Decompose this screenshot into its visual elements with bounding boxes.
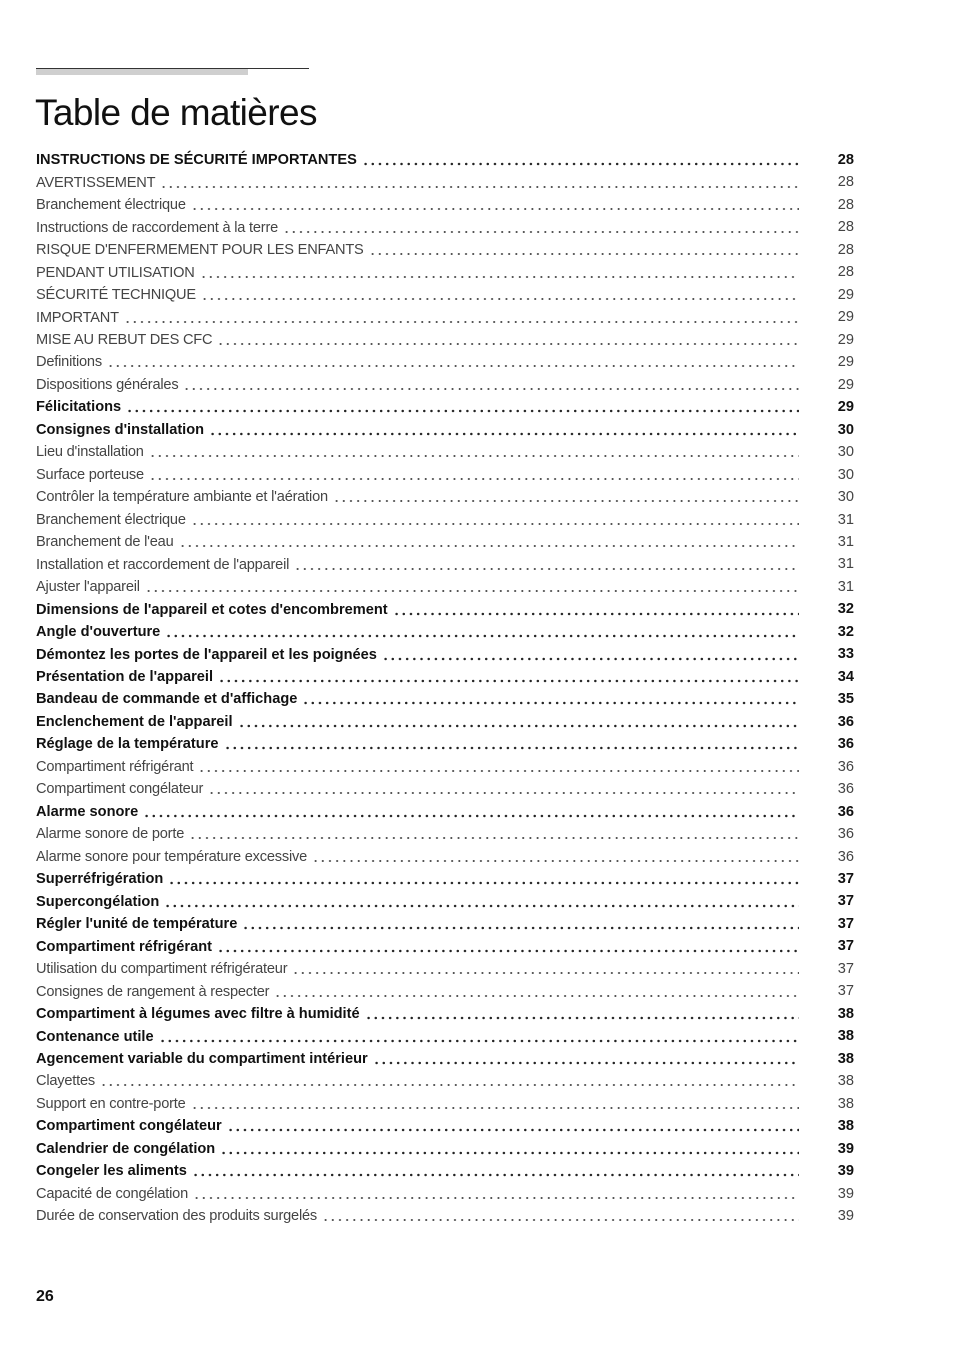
toc-leader-dots — [126, 401, 799, 413]
toc-entry[interactable] — [36, 801, 854, 823]
toc-leader-dots — [382, 649, 799, 661]
toc-entry[interactable] — [36, 1115, 854, 1137]
toc-leader-dots — [191, 1098, 799, 1110]
toc-entry[interactable] — [36, 464, 854, 486]
toc-entry-label: Capacité de congélation — [36, 1185, 188, 1202]
toc-entry[interactable] — [36, 711, 854, 733]
toc-entry-label: Calendrier de congélation — [36, 1140, 216, 1157]
toc-entry-page: 37 — [837, 871, 854, 887]
toc-entry[interactable] — [36, 733, 854, 755]
toc-entry[interactable] — [36, 441, 854, 463]
toc-leader-dots — [145, 581, 799, 593]
toc-entry-label: PENDANT UTILISATION — [36, 264, 195, 281]
toc-entry-page: 36 — [837, 803, 854, 820]
toc-entry-label: Supercongélation — [36, 893, 160, 910]
toc-entry-label: Alarme sonore de porte — [36, 826, 185, 843]
toc-entry-page: 38 — [837, 1028, 854, 1045]
toc-entry-label: RISQUE D'ENFERMEMENT POUR LES ENFANTS — [36, 242, 364, 259]
toc-entry-page: 38 — [837, 1118, 854, 1135]
toc-entry-page: 32 — [837, 623, 854, 640]
toc-leader-dots — [149, 446, 799, 458]
toc-entry-label: Contenance utile — [36, 1028, 154, 1045]
toc-leader-dots — [365, 1008, 799, 1020]
toc-entry-page: 39 — [837, 1140, 854, 1157]
toc-leader-dots — [362, 154, 799, 166]
toc-entry-label: Enclenchement de l'appareil — [36, 713, 233, 730]
toc-entry[interactable] — [36, 868, 854, 890]
toc-entry[interactable] — [36, 1070, 854, 1092]
toc-leader-dots — [100, 1075, 799, 1087]
toc-leader-dots — [217, 334, 799, 346]
toc-entry[interactable] — [36, 261, 854, 283]
toc-entry[interactable] — [36, 1138, 854, 1160]
toc-leader-dots — [124, 312, 799, 324]
toc-entry-label: Surface porteuse — [36, 466, 144, 483]
toc-entry[interactable] — [36, 621, 854, 643]
toc-entry[interactable] — [36, 553, 854, 575]
toc-leader-dots — [209, 424, 799, 436]
toc-entry[interactable] — [36, 980, 854, 1002]
toc-entry-page: 28 — [837, 219, 854, 236]
toc-entry-page: 29 — [837, 331, 854, 348]
toc-entry-page: 36 — [837, 758, 854, 775]
header-rule — [36, 68, 309, 76]
toc-entry[interactable] — [36, 1003, 854, 1025]
toc-leader-dots — [217, 941, 799, 953]
toc-leader-dots — [160, 177, 799, 189]
toc-entry[interactable] — [36, 1048, 854, 1070]
toc-entry-page: 29 — [837, 354, 854, 371]
toc-entry-page: 38 — [837, 1050, 854, 1067]
toc-entry[interactable] — [36, 666, 854, 688]
page-number: 26 — [36, 1288, 54, 1305]
toc-entry[interactable] — [36, 576, 854, 598]
toc-entry[interactable] — [36, 958, 854, 980]
toc-entry-page: 29 — [837, 399, 854, 416]
toc-entry-label: Consignes de rangement à respecter — [36, 983, 270, 1000]
toc-entry[interactable] — [36, 643, 854, 665]
toc-entry-page: 36 — [837, 713, 854, 730]
toc-entry-label: Branchement électrique — [36, 511, 186, 528]
toc-entry[interactable] — [36, 778, 854, 800]
toc-leader-dots — [220, 1143, 799, 1155]
toc-entry-page: 29 — [837, 309, 854, 326]
toc-leader-dots — [191, 514, 799, 526]
toc-entry-page: 36 — [837, 781, 854, 798]
toc-entry-label: Alarme sonore pour température excessive — [36, 848, 308, 865]
toc-leader-dots — [224, 738, 800, 750]
toc-entry-label: Utilisation du compartiment réfrigérateur — [36, 961, 288, 978]
toc-leader-dots — [292, 963, 799, 975]
toc-entry-page: 35 — [837, 691, 854, 708]
toc-entry-label: Dimensions de l'appareil et cotes d'encombrement — [36, 601, 388, 618]
toc-entry-label: Consignes d'installation — [36, 421, 205, 438]
toc-entry-label: Bandeau de commande et d'affichage — [36, 691, 298, 708]
toc-leader-dots — [192, 1165, 799, 1177]
toc-leader-dots — [369, 244, 799, 256]
toc-entry[interactable] — [36, 216, 854, 238]
toc-leader-dots — [201, 289, 799, 301]
toc-entry-page: 36 — [837, 848, 854, 865]
toc-leader-dots — [208, 783, 799, 795]
toc-leader-dots — [107, 356, 799, 368]
toc-entry[interactable] — [36, 1093, 854, 1115]
toc-leader-dots — [198, 761, 799, 773]
header-rule-line — [36, 68, 309, 69]
toc-entry-page: 37 — [837, 893, 854, 910]
toc-entry-page: 28 — [837, 241, 854, 258]
toc-entry[interactable] — [36, 1205, 854, 1227]
toc-entry[interactable] — [36, 171, 854, 193]
toc-entry[interactable] — [36, 329, 854, 351]
toc-leader-dots — [333, 491, 799, 503]
toc-entry-page: 31 — [837, 556, 854, 573]
toc-entry-label: Régler l'unité de température — [36, 916, 238, 933]
toc-leader-dots — [322, 1210, 799, 1222]
toc-entry-label: Branchement de l'eau — [36, 534, 174, 551]
toc-entry[interactable] — [36, 688, 854, 710]
toc-entry-label: SÉCURITÉ TECHNIQUE — [36, 287, 196, 304]
toc-leader-dots — [242, 918, 799, 930]
toc-leader-dots — [218, 671, 799, 683]
toc-entry-label: Ajuster l'appareil — [36, 579, 140, 596]
toc-entry[interactable] — [36, 509, 854, 531]
toc-entry-label: AVERTISSEMENT — [36, 174, 156, 191]
toc-entry-label: Branchement électrique — [36, 197, 186, 214]
toc-entry-page: 28 — [837, 196, 854, 213]
toc-entry[interactable] — [36, 351, 854, 373]
toc-entry-label: Durée de conservation des produits surgelés — [36, 1208, 318, 1225]
toc-entry-label: Definitions — [36, 354, 102, 371]
toc-leader-dots — [159, 1031, 799, 1043]
toc-entry-page: 36 — [837, 736, 854, 753]
toc-leader-dots — [294, 559, 799, 571]
toc-entry-label: Support en contre-porte — [36, 1095, 186, 1112]
toc-entry[interactable] — [36, 935, 854, 957]
toc-leader-dots — [183, 379, 799, 391]
toc-entry-label: Compartiment congélateur — [36, 1118, 222, 1135]
toc-leader-dots — [373, 1053, 799, 1065]
toc-entry-page: 38 — [837, 1095, 854, 1112]
toc-entry-label: Compartiment à légumes avec filtre à humidité — [36, 1006, 360, 1023]
toc-leader-dots — [164, 896, 799, 908]
toc-entry-label: Compartiment congélateur — [36, 781, 204, 798]
header-rule-bar — [36, 68, 248, 75]
toc-entry[interactable] — [36, 1025, 854, 1047]
toc-entry-page: 29 — [837, 376, 854, 393]
toc-entry[interactable] — [36, 486, 854, 508]
page-title: Table de matières — [35, 92, 317, 133]
toc-leader-dots — [283, 222, 799, 234]
toc-entry-label: Instructions de raccordement à la terre — [36, 219, 279, 236]
toc-entry-page: 30 — [837, 444, 854, 461]
toc-entry[interactable] — [36, 419, 854, 441]
toc-leader-dots — [189, 828, 799, 840]
toc-entry-label: Congeler les aliments — [36, 1163, 187, 1180]
toc-entry[interactable] — [36, 239, 854, 261]
toc-entry-page: 28 — [837, 264, 854, 281]
toc-entry[interactable] — [36, 846, 854, 868]
toc-leader-dots — [393, 604, 799, 616]
toc-entry-label: Présentation de l'appareil — [36, 669, 214, 686]
toc-entry[interactable] — [36, 598, 854, 620]
toc-entry-label: Alarme sonore — [36, 803, 139, 820]
toc-entry[interactable] — [36, 890, 854, 912]
toc-entry[interactable] — [36, 1183, 854, 1205]
toc-entry-page: 39 — [837, 1163, 854, 1180]
toc-leader-dots — [238, 716, 800, 728]
toc-entry-page: 33 — [837, 646, 854, 663]
toc-entry[interactable] — [36, 284, 854, 306]
toc-entry-label: Angle d'ouverture — [36, 624, 161, 641]
toc-entry[interactable] — [36, 149, 854, 171]
toc-entry-label: Contrôler la température ambiante et l'aération — [36, 489, 328, 506]
toc-entry-page: 30 — [837, 489, 854, 506]
toc-entry-page: 31 — [837, 533, 854, 550]
toc-entry-label: Superréfrigération — [36, 871, 164, 888]
toc-leader-dots — [200, 267, 799, 279]
toc-entry[interactable] — [36, 194, 854, 216]
toc-entry-page: 30 — [837, 421, 854, 438]
toc-entry-page: 39 — [837, 1208, 854, 1225]
toc-entry-page: 37 — [837, 960, 854, 977]
toc-entry-page: 36 — [837, 826, 854, 843]
toc-entry-label: Compartiment réfrigérant — [36, 938, 212, 955]
toc-entry-page: 38 — [837, 1073, 854, 1090]
toc-entry-label: Lieu d'installation — [36, 444, 144, 461]
toc-entry-label: IMPORTANT — [36, 309, 119, 326]
toc-entry-label: Réglage de la température — [36, 736, 219, 753]
table-of-contents — [36, 149, 854, 1228]
toc-leader-dots — [227, 1120, 799, 1132]
toc-entry-label: Clayettes — [36, 1073, 96, 1090]
toc-leader-dots — [179, 536, 799, 548]
toc-entry[interactable] — [36, 913, 854, 935]
toc-entry[interactable] — [36, 756, 854, 778]
toc-entry-label: Agencement variable du compartiment intérieur — [36, 1050, 368, 1067]
toc-leader-dots — [168, 873, 799, 885]
toc-leader-dots — [165, 626, 799, 638]
toc-leader-dots — [191, 199, 799, 211]
toc-entry-page: 30 — [837, 466, 854, 483]
toc-entry-page: 37 — [837, 915, 854, 932]
toc-entry-page: 28 — [837, 174, 854, 191]
toc-leader-dots — [274, 986, 799, 998]
toc-entry-page: 37 — [837, 983, 854, 1000]
toc-entry-page: 31 — [837, 578, 854, 595]
toc-entry-page: 28 — [837, 152, 854, 168]
toc-entry-page: 37 — [837, 938, 854, 955]
toc-leader-dots — [312, 851, 799, 863]
toc-entry-label: Démontez les portes de l'appareil et les poignées — [36, 646, 377, 663]
toc-entry-page: 38 — [837, 1005, 854, 1022]
toc-entry-page: 29 — [837, 286, 854, 303]
toc-entry-page: 39 — [837, 1185, 854, 1202]
toc-entry[interactable] — [36, 306, 854, 328]
toc-entry-page: 32 — [837, 601, 854, 618]
toc-entry-label: Félicitations — [36, 399, 122, 416]
toc-entry-label: Installation et raccordement de l'appareil — [36, 556, 290, 573]
toc-leader-dots — [302, 693, 799, 705]
toc-leader-dots — [193, 1188, 799, 1200]
toc-entry-label: Compartiment réfrigérant — [36, 758, 194, 775]
toc-leader-dots — [149, 469, 799, 481]
toc-entry-page: 31 — [837, 511, 854, 528]
toc-entry-label: Dispositions générales — [36, 376, 179, 393]
toc-entry[interactable] — [36, 531, 854, 553]
toc-entry-page: 34 — [837, 668, 854, 685]
toc-leader-dots — [143, 806, 799, 818]
toc-entry[interactable] — [36, 374, 854, 396]
toc-entry[interactable] — [36, 1160, 854, 1182]
toc-entry-label: MISE AU REBUT DES CFC — [36, 331, 213, 348]
toc-entry-label: INSTRUCTIONS DE SÉCURITÉ IMPORTANTES — [36, 152, 357, 169]
toc-entry[interactable] — [36, 823, 854, 845]
toc-entry[interactable] — [36, 396, 854, 418]
